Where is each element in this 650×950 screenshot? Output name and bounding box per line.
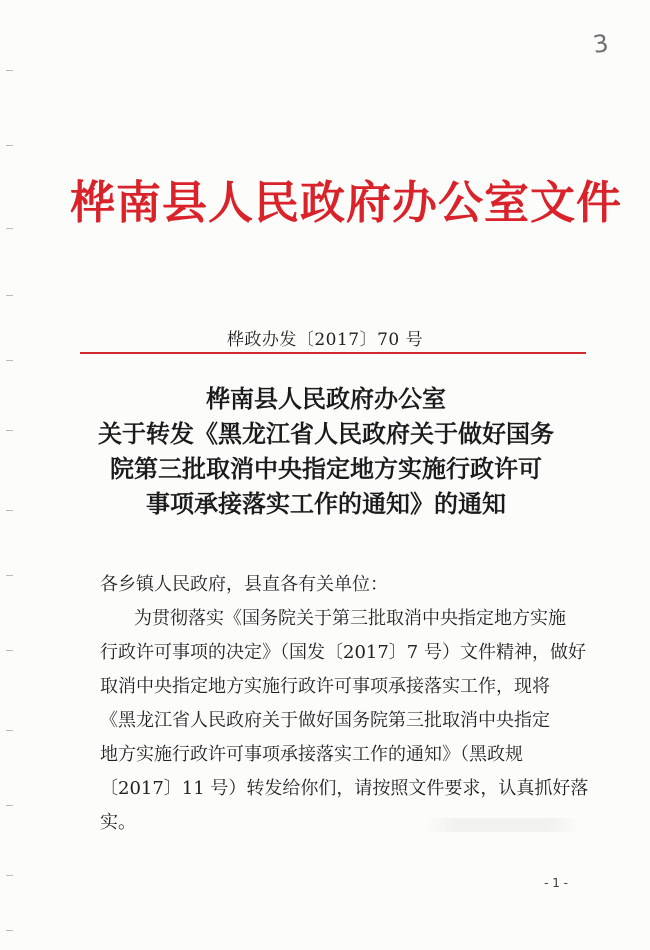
binding-edge (0, 0, 18, 950)
document-title-line: 桦南县人民政府办公室 (206, 384, 446, 413)
document-title-line: 事项承接落实工作的通知》的通知 (146, 489, 506, 518)
binding-edge-tick (6, 360, 13, 361)
binding-edge-tick (6, 730, 13, 731)
page-number-handwritten: 3 (590, 29, 610, 59)
page-footer-number: - 1 - (544, 876, 568, 890)
binding-edge-tick (6, 228, 13, 229)
binding-edge-tick (6, 575, 13, 576)
binding-edge-tick (6, 295, 13, 296)
binding-edge-tick (6, 145, 13, 146)
document-header-title: 桦南县人民政府办公室文件 (70, 176, 623, 229)
binding-edge-tick (6, 430, 13, 431)
binding-edge-tick (6, 70, 13, 71)
body-line: 取消中央指定地方实施行政许可事项承接落实工作，现将 (100, 676, 550, 697)
body-line: 为贯彻落实《国务院关于第三批取消中央指定地方实施 (134, 608, 566, 629)
body-line: 实。 (100, 812, 136, 833)
addressee-line: 各乡镇人民政府，县直各有关单位： (100, 574, 388, 595)
faint-stamp-mark (425, 818, 580, 832)
binding-edge-tick (6, 805, 13, 806)
binding-edge-tick (6, 930, 13, 931)
binding-edge-tick (6, 510, 13, 511)
body-line: 行政许可事项的决定》（国发〔2017〕7 号）文件精神，做好 (100, 642, 586, 663)
binding-edge-tick (6, 650, 13, 651)
binding-edge-tick (6, 875, 13, 876)
red-separator-line (80, 352, 586, 354)
body-line: 《黑龙江省人民政府关于做好国务院第三批取消中央指定 (100, 710, 550, 731)
document-title-line: 关于转发《黑龙江省人民政府关于做好国务 (98, 419, 554, 448)
body-line: 〔2017〕11 号）转发给你们，请按照文件要求，认真抓好落 (100, 778, 589, 799)
document-number: 桦政办发〔2017〕70 号 (226, 330, 424, 350)
document-body (100, 568, 589, 840)
document-title-line: 院第三批取消中央指定地方实施行政许可 (110, 454, 542, 483)
document-title (78, 381, 574, 521)
body-line: 地方实施行政许可事项承接落实工作的通知》（黑政规 (100, 744, 523, 765)
